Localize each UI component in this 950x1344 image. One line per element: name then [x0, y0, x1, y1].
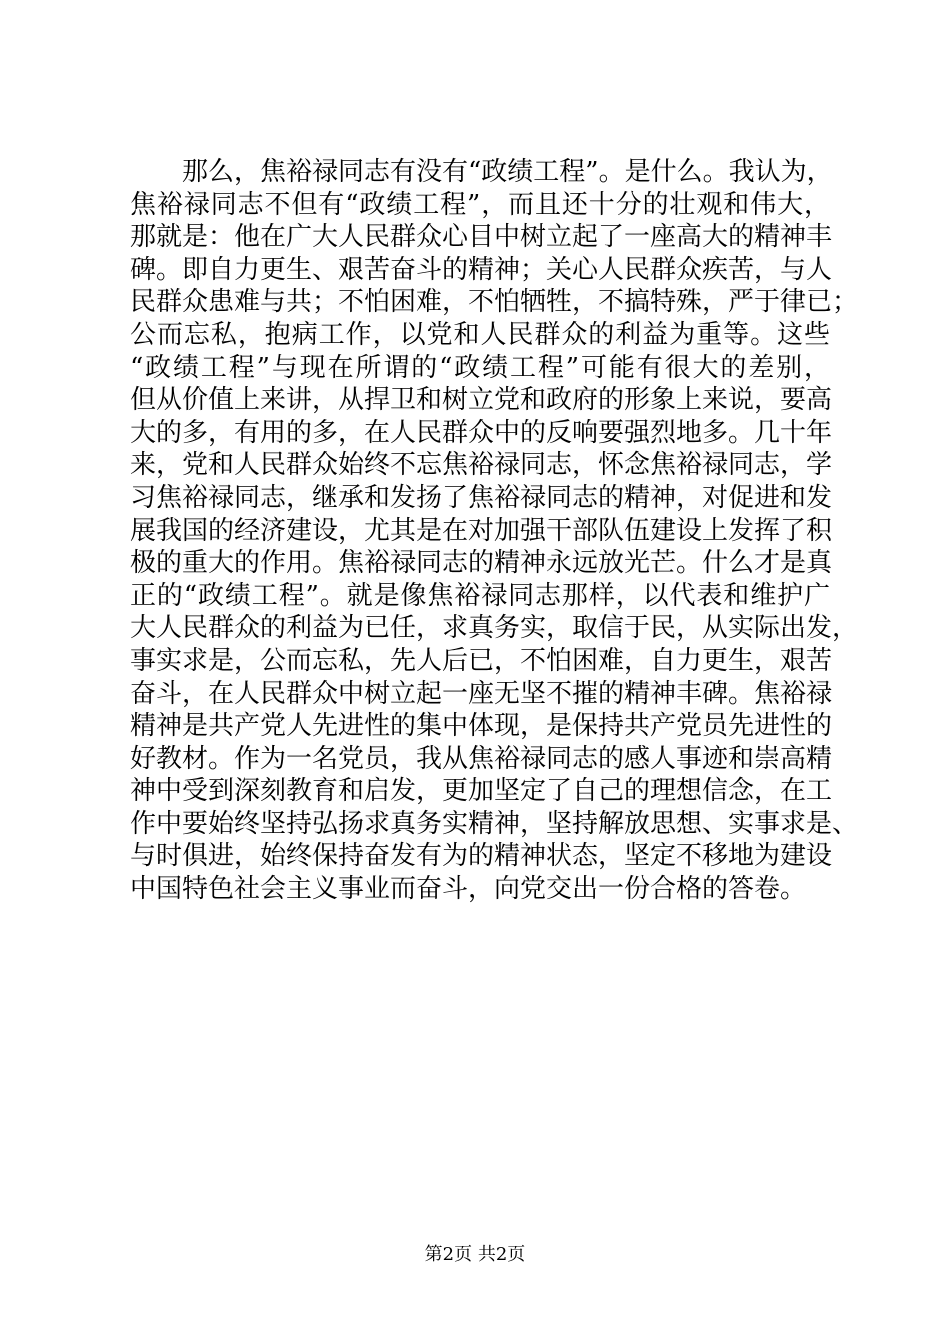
paragraph-line: 奋斗，在人民群众中树立起一座无坚不摧的精神丰碑。焦裕禄: [130, 678, 833, 709]
paragraph-line: 作中要始终坚持弘扬求真务实精神，坚持解放思想、实事求是、: [130, 808, 859, 839]
paragraph-line: 与时俱进，始终保持奋发有为的精神状态，坚定不移地为建设: [130, 841, 833, 872]
paragraph-line: 大的多，有用的多，在人民群众中的反响要强烈地多。几十年: [130, 417, 833, 448]
paragraph-line: 焦裕禄同志不但有“政绩工程”，而且还十分的壮观和伟大，: [130, 189, 830, 220]
paragraph-line: 那就是：他在广大人民群众心目中树立起了一座高大的精神丰: [130, 222, 833, 253]
paragraph-line: 大人民群众的利益为已任，求真务实，取信于民，从实际出发，: [130, 613, 859, 644]
paragraph-line: 公而忘私，抱病工作，以党和人民群众的利益为重等。这些: [130, 319, 830, 350]
page-number-footer: 第2页 共2页: [424, 1244, 526, 1265]
paragraph-line: 好教材。作为一名党员，我从焦裕禄同志的感人事迹和崇高精: [130, 743, 833, 774]
paragraph-line: 极的重大的作用。焦裕禄同志的精神永远放光芒。什么才是真: [130, 548, 833, 579]
paragraph-line: 展我国的经济建设，尤其是在对加强干部队伍建设上发挥了积: [130, 515, 833, 546]
paragraph-line: 精神是共产党人先进性的集中体现，是保持共产党员先进性的: [130, 711, 833, 742]
paragraph-line: 碑。即自力更生、艰苦奋斗的精神；关心人民群众疾苦，与人: [130, 254, 833, 285]
paragraph-line: 但从价值上来讲，从捍卫和树立党和政府的形象上来说，要高: [130, 385, 833, 416]
paragraph-line: 那么，焦裕禄同志有没有“政绩工程”。是什么。我认为，: [182, 157, 833, 187]
body-paragraph: [130, 156, 859, 906]
paragraph-line: 正的“政绩工程”。就是像焦裕禄同志那样，以代表和维护广: [130, 580, 830, 611]
paragraph-line: 事实求是，公而忘私，先人后已，不怕困难，自力更生，艰苦: [130, 645, 833, 676]
paragraph-line: 习焦裕禄同志，继承和发扬了焦裕禄同志的精神，对促进和发: [130, 482, 833, 513]
paragraph-line: 民群众患难与共；不怕困难，不怕牺牲，不搞特殊，严于律已；: [130, 287, 859, 318]
paragraph-line: 来，党和人民群众始终不忘焦裕禄同志，怀念焦裕禄同志，学: [130, 450, 833, 481]
paragraph-line: “政绩工程”与现在所谓的“政绩工程”可能有很大的差别，: [130, 352, 830, 383]
paragraph-line: 中国特色社会主义事业而奋斗，向党交出一份合格的答卷。: [130, 874, 807, 905]
paragraph-line: 神中受到深刻教育和启发，更加坚定了自己的理想信念，在工: [130, 776, 833, 807]
